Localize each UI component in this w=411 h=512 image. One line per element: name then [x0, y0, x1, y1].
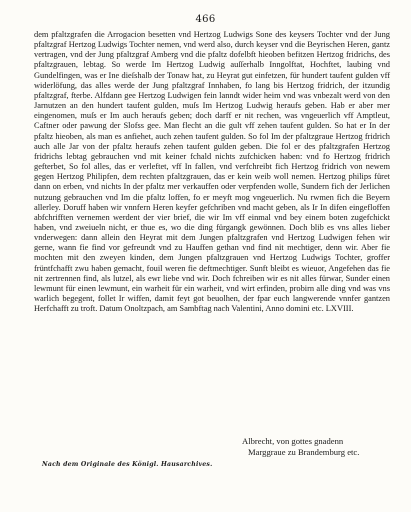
body-paragraph: dem pfaltzgrafen die Arrogacion besetten vnd Hertzog Ludwigs Sone des keysers Tochter vnd der Jung pfaltzgraf Hertzog Ludwigs Tochter nemen, vnd werd also, durch keyser vnd die Beyrischen Heren, gantz vertragen, vnd der Jung pfaltzgraf Amberg vnd die pfaltz dofelbft hieoben befitzen Hertzog fridrichs, des pfaltzgrauen, lebtag. So werde Im Hertzog Ludwig auſſerhalb Inngolftat, Hochftet, laubing vnd Gundelfingen, was er Ine dieſshalb der Tonaw hat, zu Heyrat gut einfetzen, für hundert taufent gulden vff widerlöfung, das alles werde der Jung pfaltzgraf Innhaben, fo lang bis Hertzog fridrich, der itzundig pfaltzgraf, fterbe. Alfdann gee Hertzog Ludwigen fein lanndt wider heim vnd was vnbezalt werd von den Jarnutzen an den hundert taufent gulden, muſs Im Hertzog Ludwig heraufs geben. Hab er aber mer eingenomen, muſs er Im auch heraufs geben; doch darff er nit rechen, was vngeuerlich vff Amptleut, Caftner oder pawung der Slofss gee. Man flecht an die gult vff zehen taufent gulden. So hat er In der pfaltz hieoben, als man es anfiehet, auch zehen taufent gulden. So fol Im der pfaltzgraue Hertzog fridrich auch alle Jar von der pfaltz heraufs zehen taufent gulden geben. Die fol er des pfaltzgrafen Hertzog fridrichs lebtag gebrauchen vnd mit keiner fchald nichts zufchicken haben: vnd fo Hertzog fridrich gefterbet, So fol alles, das er verleftet, vff In fallen, vnd verfchreibt fich Hertzog fridrich von newem gegen Hertzog Philipfen, dem rechten pfaltzgrauen, das er kein weib woll nemen. Hertzog philips füret dann on erben, vnd nichts In der pfaltz mer verkauffen oder verpfenden wolle, Sundern fich der Jerlichen nutzung gebrauchen vnd Im die pfaltz loffen, fo er meyft mog vngeuerlich. Nu rwmen fich die Beyern allerley. Doruff haben wir vnnfern Heren keyfer gefchriben vnd macht geben, als Ir In difen eingefloffen abfchrifften vernemen werdent der vier brief, die wir Im vff einmal vnd bey einem boten zugefchickt haben, vnd zweiueln nicht, er thue es, wo die ding fürgangk gewönnen. Doch blib es vns alles lieber vnderwegen: dann allein den Heyrat mit dem Jungen pfaltzgrafen vnd Hertzog Ludwigen fehen wir gerne, wann fie find vor gefreundt vnd zu Hauffen gethan vnd find nit mechtiger, denn wir. Aber fie mochten mit den zweyen kinden, dem Jungen pfaltzgrauen vnd Hertzog Ludwigs Tochter, groffer früntfchafft zwu haben gemacht, fouil weren fie deftmechtiger. Sunft bleibt es wieuor, Angefehen das fie nit zertrennen find, als lutzel, als ewr liebe vnd wir. Doch fchreiben wir es nit alles fürwar, Sunder einen lewmunt für einen lewmunt, ein warheit für ein warheit, vnd wirt erfinden, probirn alle ding vnd was vns warlich begegent, follet Ir wiffen, damit feyt got beuolhen, der fpar euch langwerende vnnfer gantzen Herfchafft zu troft. Datum Onoltzpach, am Sambftag nach Valentini, Anno domini etc. LXVIII. — [34, 30, 390, 314]
signature-block — [242, 436, 402, 458]
page-number: 466 — [195, 14, 216, 25]
letter-body — [34, 30, 390, 314]
source-footnote: Nach dem Originale des Königl. Hausarchives. — [42, 461, 213, 468]
signature-line-1: Albrecht, von gottes gnadenn — [242, 436, 344, 446]
signature-line-2: Marggraue zu Brandemburg etc. — [248, 447, 360, 457]
